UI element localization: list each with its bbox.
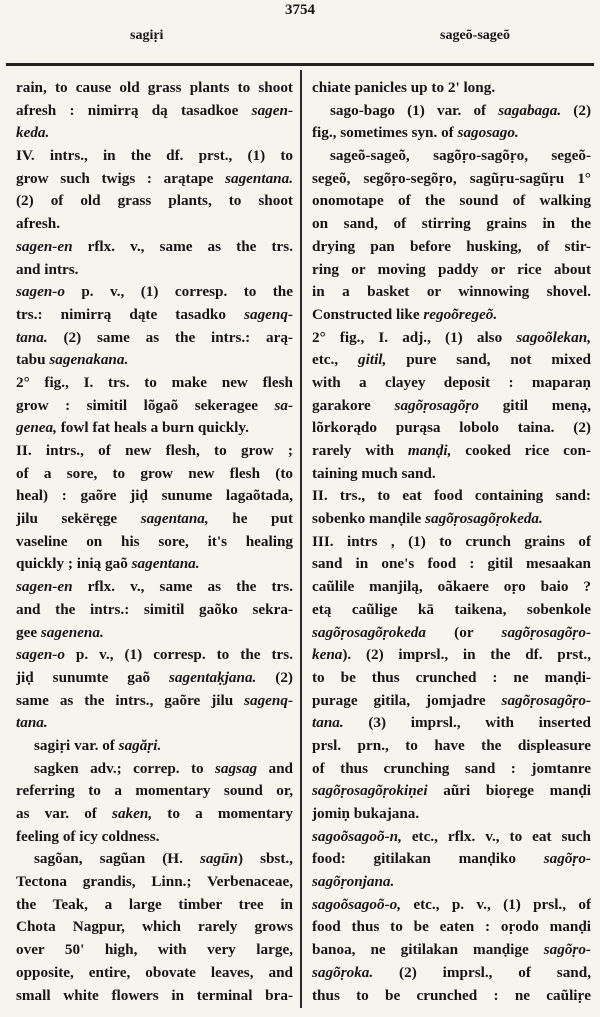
text-line xyxy=(16,349,293,372)
text-segment: ) sbst., xyxy=(237,850,293,868)
italic-term: sagõṛosagõṛo- xyxy=(501,691,591,709)
text-line xyxy=(312,826,591,849)
text-segment: rflx. v., same as the trs. xyxy=(72,237,293,255)
text-segment: (3) imprsl., with inserted xyxy=(343,714,591,732)
text-segment: sagõan, sagũan (H. xyxy=(34,850,200,868)
text-line xyxy=(312,758,591,781)
running-head-left: sagiṛi xyxy=(130,28,164,43)
text-line xyxy=(16,77,293,100)
text-line xyxy=(16,644,293,667)
text-segment: as var. of xyxy=(16,805,113,822)
text-segment: sand in one's food : gitil mesaakan xyxy=(312,555,591,573)
text-line xyxy=(312,667,591,690)
text-line xyxy=(312,894,591,917)
text-line xyxy=(312,349,591,372)
text-segment: afresh : nimirrą dą tasadkoe xyxy=(16,101,252,119)
italic-term: sagsag xyxy=(214,759,258,777)
text-line xyxy=(312,553,591,576)
text-line xyxy=(16,939,293,962)
text-segment: segeõ, segõṛo-segõṛo, sagũṛu-sagũṛu 1° xyxy=(312,169,591,187)
text-segment: II. intrs., of new flesh, to grow ; xyxy=(16,442,293,459)
text-segment: sagken adv.; correp. to xyxy=(34,759,215,777)
text-segment: (2) xyxy=(561,101,591,119)
text-segment: and the intrs.: simitil gaõko sekra- xyxy=(16,600,293,618)
text-segment: onomotape of the sound of walking xyxy=(312,192,591,210)
text-segment: vaseline on his sore, it's healing xyxy=(16,532,293,550)
text-segment: gee xyxy=(16,623,41,641)
italic-term: sagenena. xyxy=(40,623,104,641)
text-line xyxy=(312,690,591,713)
italic-term: tana. xyxy=(312,714,344,732)
text-segment: Constructed like xyxy=(312,305,424,323)
text-line xyxy=(16,916,293,939)
text-line xyxy=(16,712,293,735)
italic-term: sagõṛo- xyxy=(543,941,591,959)
text-line xyxy=(312,100,591,123)
column-divider xyxy=(300,70,302,1008)
italic-term: sagentana. xyxy=(225,169,293,187)
italic-term: regoõregeõ. xyxy=(423,305,498,323)
text-segment: (2) imprsl., of sand, xyxy=(373,963,591,981)
text-segment: ring or moving paddy or rice about xyxy=(312,260,591,278)
text-line xyxy=(16,735,293,758)
text-line xyxy=(16,122,293,145)
text-segment: heal) : gaõre jiḍ sunume lagaõtada, xyxy=(16,487,293,505)
text-line xyxy=(312,236,591,259)
text-line xyxy=(312,395,591,418)
page-number: 3754 xyxy=(285,2,315,18)
text-segment: chiate panicles up to 2' long. xyxy=(312,79,496,96)
text-line xyxy=(312,145,591,168)
text-segment: IV. intrs., in the df. prst., (1) to xyxy=(16,147,293,165)
text-segment: grow such twigs : arątape xyxy=(16,169,226,187)
header-rule xyxy=(6,63,594,66)
text-segment: and intrs. xyxy=(16,260,79,278)
text-segment: of a sore, to grow new flesh (to xyxy=(16,464,293,482)
text-segment: etc., rflx. v., to eat such xyxy=(401,827,591,845)
text-line xyxy=(16,962,293,985)
text-segment: caũlile manjilą, oãkaere oṛo baio ? xyxy=(312,578,591,596)
text-line xyxy=(312,190,591,213)
text-line xyxy=(312,440,591,463)
text-line xyxy=(16,531,293,554)
text-segment: pure sand, not mixed xyxy=(386,351,591,369)
italic-term: sagabaga. xyxy=(498,101,562,119)
text-line xyxy=(16,826,293,849)
text-segment: the Teak, a large timber tree in xyxy=(16,895,293,913)
text-segment: opposite, entire, obovate leaves, and xyxy=(16,963,293,981)
text-segment: sobenko manḍile xyxy=(312,510,426,528)
italic-term: sagen- xyxy=(251,101,293,119)
text-segment: Chota Nagpur, which rarely grows xyxy=(16,918,293,936)
text-line xyxy=(16,168,293,191)
italic-term: sagenq- xyxy=(244,305,293,323)
text-segment: 2° fig., I. trs. to make new flesh xyxy=(16,373,293,391)
text-line xyxy=(16,145,293,168)
text-line xyxy=(16,871,293,894)
text-line xyxy=(312,168,591,191)
italic-term: sagõṛosagõṛokiṇei xyxy=(312,782,428,800)
text-segment: to be thus crunched : ne manḍi- xyxy=(312,668,591,686)
text-segment: over 50' high, with very large, xyxy=(16,941,293,959)
text-line xyxy=(16,236,293,259)
text-segment: food: gitilakan manḍiko xyxy=(312,850,544,868)
text-line xyxy=(312,463,591,486)
text-line xyxy=(16,417,293,440)
text-line xyxy=(16,327,293,350)
text-line xyxy=(16,463,293,486)
text-segment: trs.: nimirrą dąte tasadko xyxy=(16,305,245,323)
text-line xyxy=(312,508,591,531)
text-line xyxy=(312,304,591,327)
text-line xyxy=(16,894,293,917)
text-segment: food thus to be eaten : oṛodo manḍi xyxy=(312,918,591,936)
text-line xyxy=(16,440,293,463)
italic-term: sagen-en xyxy=(16,237,73,255)
text-segment: p. v., (1) corresp. to the trs. xyxy=(64,646,293,664)
text-segment: etc., p. v., (1) prsl., of xyxy=(401,895,591,913)
text-segment: small white flowers in terminal bra- xyxy=(16,986,293,1004)
italic-term: sagentaḳjana. xyxy=(169,668,257,686)
italic-term: sagõṛoka. xyxy=(312,963,374,981)
italic-term: saken, xyxy=(112,805,153,822)
text-line xyxy=(16,100,293,123)
text-line xyxy=(312,871,591,894)
italic-term: tana. xyxy=(16,714,48,732)
italic-term: sagõṛosagõṛokeda xyxy=(312,623,426,641)
text-segment: 2° fig., I. adj., (1) also xyxy=(312,328,517,346)
text-line xyxy=(312,803,591,826)
text-line xyxy=(312,644,591,667)
text-segment: (2) same as the intrs.: arą- xyxy=(47,328,293,346)
text-line xyxy=(16,304,293,327)
text-segment: thus to be crunched : ne caũliṛe xyxy=(312,986,591,1004)
text-line xyxy=(16,213,293,236)
text-line xyxy=(312,622,591,645)
text-segment: p. v., (1) corresp. to the xyxy=(64,283,293,301)
italic-term: keda. xyxy=(16,124,50,142)
italic-term: sagūn xyxy=(199,850,238,868)
text-segment: sago-bago (1) var. of xyxy=(330,101,499,119)
italic-term: sagoõsagoõ-o, xyxy=(312,895,402,913)
text-segment: grow : simitil lõgaõ sekeragee xyxy=(16,396,275,414)
text-line xyxy=(312,916,591,939)
text-segment: to a momentary xyxy=(152,805,293,822)
text-line xyxy=(312,735,591,758)
text-line xyxy=(16,690,293,713)
text-segment: jiḍ sunumte gaõ xyxy=(16,668,169,686)
italic-term: sagõṛosagõṛokeda. xyxy=(425,510,543,528)
text-line xyxy=(312,848,591,871)
text-segment: and xyxy=(257,759,293,777)
text-segment: quickly ; inią gaõ xyxy=(16,555,132,573)
italic-term: sagentana, xyxy=(140,510,209,528)
text-line xyxy=(312,372,591,395)
italic-term: sa- xyxy=(274,396,293,414)
text-line xyxy=(16,780,293,803)
text-segment: on sand, of stirring grains in the xyxy=(312,215,591,233)
text-segment: rain, to cause old grass plants to shoot xyxy=(16,79,293,96)
text-line xyxy=(312,417,591,440)
text-line xyxy=(312,780,591,803)
text-line xyxy=(312,213,591,236)
text-segment: (or xyxy=(425,623,502,641)
italic-term: sagoõsagoõ-n, xyxy=(312,827,402,845)
text-line xyxy=(16,758,293,781)
text-line xyxy=(312,259,591,282)
text-segment: purage gitila, jomjadre xyxy=(312,691,502,709)
text-segment: II. trs., to eat food containing sand: xyxy=(312,487,591,505)
text-line xyxy=(312,712,591,735)
text-segment: sagiṛi var. of xyxy=(34,736,119,754)
text-line xyxy=(16,576,293,599)
text-segment: gitil menạ, xyxy=(478,396,591,414)
text-segment: cooked rice con- xyxy=(451,442,591,459)
text-line xyxy=(312,939,591,962)
italic-term: kena xyxy=(312,646,343,664)
text-segment: drying pan before husking, of stir- xyxy=(312,237,591,255)
text-line xyxy=(16,372,293,395)
text-segment: referring to a momentary sound or, xyxy=(16,782,293,800)
text-segment: III. intrs , (1) to crunch grains of xyxy=(312,532,591,550)
italic-term: sagen-o xyxy=(16,646,65,664)
text-line xyxy=(16,667,293,690)
italic-term: sagõṛonjana. xyxy=(312,873,395,891)
text-line xyxy=(16,848,293,871)
text-segment: garakore xyxy=(312,396,395,414)
text-segment: rarely with xyxy=(312,442,408,459)
left-column xyxy=(16,77,293,1007)
italic-term: tana. xyxy=(16,328,48,346)
italic-term: sagen-en xyxy=(16,578,73,596)
text-line xyxy=(16,622,293,645)
text-segment: same as the intrs., gaõre jilu xyxy=(16,691,245,709)
text-segment: fig., sometimes syn. of xyxy=(312,124,458,142)
text-segment: jilu sekëręge xyxy=(16,510,141,528)
text-line xyxy=(16,190,293,213)
italic-term: manḍi, xyxy=(407,442,452,459)
italic-term: sagõṛosagõṛo- xyxy=(501,623,591,641)
text-segment: jomiṇ bukajana. xyxy=(312,805,420,822)
text-line xyxy=(312,962,591,985)
italic-term: sagăṛi. xyxy=(118,736,162,754)
text-line xyxy=(312,77,591,100)
running-head-right: sageõ-sageõ xyxy=(440,28,510,43)
text-segment: he put xyxy=(208,510,293,528)
text-line xyxy=(312,599,591,622)
italic-term: genea, xyxy=(16,419,57,437)
text-line xyxy=(16,553,293,576)
text-segment: aũri bioṛege manḍi xyxy=(427,782,591,800)
text-segment: ). (2) imprsl., in the df. prst., xyxy=(342,646,591,664)
text-line xyxy=(16,803,293,826)
text-segment: of thus crunching sand : jomtanre xyxy=(312,759,591,777)
text-segment: fowl fat heals a burn quickly. xyxy=(56,419,249,437)
text-line xyxy=(312,485,591,508)
text-segment: taining much sand. xyxy=(312,464,436,482)
text-segment: lõrkorądo purąsa lobolo taina. (2) xyxy=(312,419,591,437)
italic-term: sagosago. xyxy=(457,124,519,142)
text-line xyxy=(16,508,293,531)
italic-term: sagoõlekan, xyxy=(516,328,591,346)
text-line xyxy=(312,576,591,599)
text-segment: afresh. xyxy=(16,215,61,233)
text-line xyxy=(312,327,591,350)
text-segment: rflx. v., same as the trs. xyxy=(72,578,293,596)
italic-term: sagenakana. xyxy=(49,351,129,369)
text-segment: sageõ-sageõ, sagõṛo-sagõṛo, segeõ- xyxy=(330,147,591,165)
text-segment: (2) xyxy=(256,668,293,686)
text-line xyxy=(16,259,293,282)
text-line xyxy=(16,599,293,622)
italic-term: gitil, xyxy=(358,351,387,369)
text-segment: tabu xyxy=(16,351,50,369)
text-segment: feeling of icy coldness. xyxy=(16,827,160,845)
text-segment: etą caũlige kā taikena, sobenkole xyxy=(312,600,591,618)
text-segment: prsl. prn., to have the displeasure xyxy=(312,736,591,754)
text-segment: in a basket or winnowing shovel. xyxy=(312,283,591,301)
text-line xyxy=(16,395,293,418)
text-segment: banoa, ne gitilakan manḍige xyxy=(312,941,544,959)
text-line xyxy=(16,485,293,508)
text-line xyxy=(312,122,591,145)
text-segment: with a clayey deposit : maparaṇ xyxy=(312,373,591,391)
text-line xyxy=(16,985,293,1008)
text-line xyxy=(16,281,293,304)
italic-term: sagentana. xyxy=(131,555,200,573)
text-line xyxy=(312,985,591,1008)
italic-term: sagõṛo- xyxy=(543,850,591,868)
text-line xyxy=(312,281,591,304)
italic-term: sagen-o xyxy=(16,283,65,301)
italic-term: sagõṛosagõṛo xyxy=(394,396,479,414)
right-column xyxy=(312,77,591,1007)
text-line xyxy=(312,531,591,554)
text-segment: (2) of old grass plants, to shoot xyxy=(16,192,293,210)
text-segment: etc., xyxy=(312,351,359,369)
text-segment: Tectona grandis, Linn.; Verbenaceae, xyxy=(16,873,293,891)
italic-term: sagenq- xyxy=(244,691,293,709)
